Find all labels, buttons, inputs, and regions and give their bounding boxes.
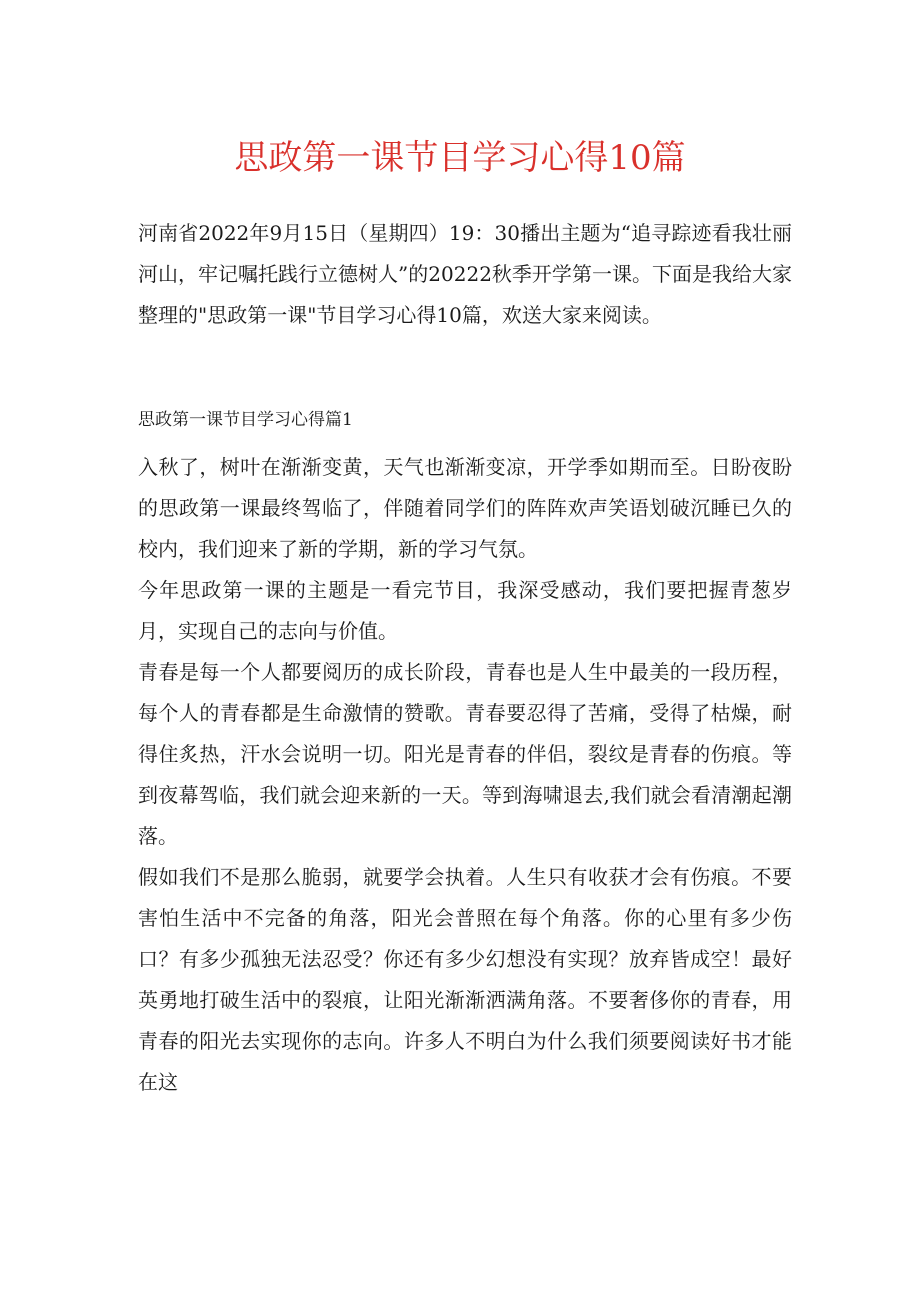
paragraph: 假如我们不是那么脆弱，就要学会执着。人生只有收获才会有伤痕。不要害怕生活中不完备的角落，阳光会普照在每个角落。你的心里有多少伤口？有多少孤独无法忍受？你还有多少幻想没有实现？放弃皆成空！最好英勇地打破生活中的裂痕，让阳光渐渐洒满角落。不要奢侈你的青春，用青春的阳光去实现你的志向。许多人不明白为什么我们须要阅读好书才能在这 [138, 865, 792, 1094]
section-heading: 思政第一课节目学习心得篇1 [138, 410, 353, 430]
document-title: 思政第一课节目学习心得10篇 [234, 138, 686, 178]
paragraph: 今年思政第一课的主题是一看完节目，我深受感动，我们要把握青葱岁月，实现自己的志向与价值。 [138, 578, 792, 643]
paragraph: 入秋了，树叶在渐渐变黄，天气也渐渐变凉，开学季如期而至。日盼夜盼的思政第一课最终驾临了，伴随着同学们的阵阵欢声笑语划破沉睡已久的校内，我们迎来了新的学期，新的学习气氛。 [138, 455, 792, 561]
section-content [138, 447, 792, 1103]
intro-block [138, 213, 792, 336]
intro-paragraph: 河南省2022年9月15日（星期四）19：30播出主题为“追寻踪迹看我壮丽河山，牢记嘱托践行立德树人”的20222秋季开学第一课。下面是我给大家整理的"思政第一课"节目学习心得10篇，欢送大家来阅读。 [138, 221, 792, 327]
paragraph: 青春是每一个人都要阅历的成长阶段，青春也是人生中最美的一段历程，每个人的青春都是生命激情的赞歌。青春要忍得了苦痛，受得了枯燥，耐得住炙热，汗水会说明一切。阳光是青春的伴侣，裂纹是青春的伤痕。等到夜幕驾临，我们就会迎来新的一天。等到海啸退去,我们就会看清潮起潮落。 [138, 660, 792, 848]
